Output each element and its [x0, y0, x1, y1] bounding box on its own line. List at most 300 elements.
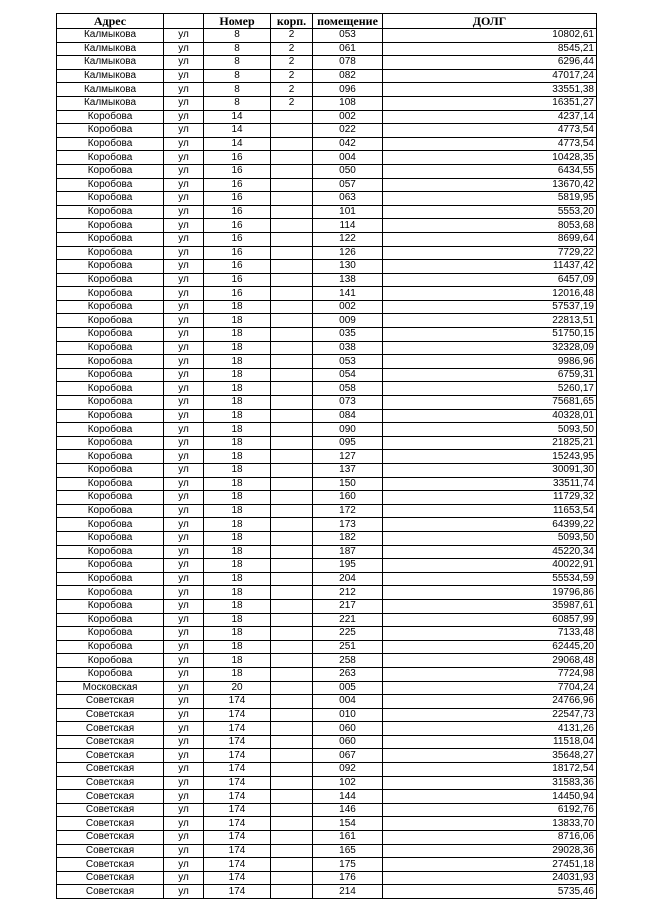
cell-premises: 057 [313, 178, 383, 192]
cell-number: 18 [204, 477, 271, 491]
cell-debt: 29068,48 [383, 654, 597, 668]
cell-number: 174 [204, 749, 271, 763]
cell-address: Советская [57, 776, 164, 790]
cell-premises: 090 [313, 423, 383, 437]
cell-number: 18 [204, 586, 271, 600]
cell-address: Коробова [57, 355, 164, 369]
cell-premises: 060 [313, 735, 383, 749]
cell-number: 174 [204, 831, 271, 845]
cell-number: 174 [204, 776, 271, 790]
cell-premises: 053 [313, 29, 383, 43]
cell-building [271, 300, 313, 314]
cell-street-type: ул [164, 273, 204, 287]
cell-number: 18 [204, 341, 271, 355]
table-row [57, 328, 597, 342]
cell-number: 174 [204, 695, 271, 709]
cell-debt: 47017,24 [383, 69, 597, 83]
cell-building [271, 205, 313, 219]
cell-address: Коробова [57, 518, 164, 532]
cell-street-type: ул [164, 844, 204, 858]
cell-building [271, 518, 313, 532]
cell-debt: 11437,42 [383, 260, 597, 274]
cell-debt: 10802,61 [383, 29, 597, 43]
cell-address: Советская [57, 695, 164, 709]
cell-premises: 225 [313, 627, 383, 641]
cell-street-type: ул [164, 382, 204, 396]
cell-premises: 053 [313, 355, 383, 369]
cell-street-type: ул [164, 885, 204, 899]
cell-street-type: ул [164, 559, 204, 573]
table-row [57, 817, 597, 831]
cell-address: Коробова [57, 491, 164, 505]
cell-street-type: ул [164, 137, 204, 151]
table-row [57, 423, 597, 437]
cell-premises: 161 [313, 831, 383, 845]
table-row [57, 844, 597, 858]
cell-building [271, 735, 313, 749]
cell-address: Советская [57, 735, 164, 749]
cell-debt: 4131,26 [383, 722, 597, 736]
cell-debt: 18172,54 [383, 763, 597, 777]
cell-street-type: ул [164, 192, 204, 206]
table-row [57, 260, 597, 274]
cell-street-type: ул [164, 300, 204, 314]
cell-number: 18 [204, 667, 271, 681]
cell-debt: 57537,19 [383, 300, 597, 314]
cell-debt: 31583,36 [383, 776, 597, 790]
cell-building [271, 110, 313, 124]
cell-street-type: ул [164, 586, 204, 600]
cell-address: Московская [57, 681, 164, 695]
table-row [57, 69, 597, 83]
cell-address: Коробова [57, 667, 164, 681]
table-row [57, 341, 597, 355]
cell-premises: 010 [313, 708, 383, 722]
cell-street-type: ул [164, 69, 204, 83]
header-address: Адрес [57, 14, 164, 29]
cell-building [271, 246, 313, 260]
cell-number: 18 [204, 599, 271, 613]
cell-address: Коробова [57, 273, 164, 287]
cell-street-type: ул [164, 164, 204, 178]
cell-debt: 8716,06 [383, 831, 597, 845]
table-row [57, 627, 597, 641]
cell-debt: 64399,22 [383, 518, 597, 532]
cell-street-type: ул [164, 423, 204, 437]
cell-street-type: ул [164, 817, 204, 831]
cell-premises: 212 [313, 586, 383, 600]
cell-number: 18 [204, 545, 271, 559]
header-debt: ДОЛГ [383, 14, 597, 29]
header-building: корп. [271, 14, 313, 29]
cell-debt: 6296,44 [383, 56, 597, 70]
cell-debt: 32328,09 [383, 341, 597, 355]
cell-street-type: ул [164, 450, 204, 464]
header-premises: помещение [313, 14, 383, 29]
cell-address: Коробова [57, 260, 164, 274]
cell-building [271, 763, 313, 777]
cell-building [271, 164, 313, 178]
cell-debt: 6759,31 [383, 368, 597, 382]
cell-debt: 29028,36 [383, 844, 597, 858]
table-row [57, 654, 597, 668]
cell-street-type: ул [164, 260, 204, 274]
cell-address: Калмыкова [57, 42, 164, 56]
cell-number: 16 [204, 287, 271, 301]
cell-address: Коробова [57, 178, 164, 192]
cell-street-type: ул [164, 491, 204, 505]
cell-debt: 75681,65 [383, 396, 597, 410]
cell-number: 18 [204, 518, 271, 532]
table-row [57, 599, 597, 613]
cell-street-type: ул [164, 368, 204, 382]
cell-debt: 62445,20 [383, 640, 597, 654]
cell-address: Советская [57, 885, 164, 899]
cell-number: 18 [204, 300, 271, 314]
cell-premises: 214 [313, 885, 383, 899]
cell-building [271, 531, 313, 545]
cell-building [271, 844, 313, 858]
table-row [57, 56, 597, 70]
cell-premises: 092 [313, 763, 383, 777]
table-row [57, 436, 597, 450]
cell-street-type: ул [164, 749, 204, 763]
cell-premises: 095 [313, 436, 383, 450]
cell-debt: 22813,51 [383, 314, 597, 328]
cell-number: 8 [204, 42, 271, 56]
table-row [57, 871, 597, 885]
cell-street-type: ул [164, 477, 204, 491]
table-row [57, 110, 597, 124]
cell-premises: 144 [313, 790, 383, 804]
cell-address: Коробова [57, 232, 164, 246]
cell-street-type: ул [164, 504, 204, 518]
table-row [57, 124, 597, 138]
debt-table [56, 13, 597, 899]
cell-number: 16 [204, 246, 271, 260]
cell-street-type: ул [164, 722, 204, 736]
cell-debt: 6192,76 [383, 803, 597, 817]
cell-street-type: ул [164, 708, 204, 722]
cell-building: 2 [271, 83, 313, 97]
cell-number: 16 [204, 260, 271, 274]
cell-street-type: ул [164, 83, 204, 97]
cell-number: 16 [204, 205, 271, 219]
cell-building [271, 192, 313, 206]
cell-debt: 5093,50 [383, 531, 597, 545]
cell-debt: 11729,32 [383, 491, 597, 505]
cell-address: Коробова [57, 559, 164, 573]
cell-debt: 8053,68 [383, 219, 597, 233]
cell-debt: 45220,34 [383, 545, 597, 559]
cell-premises: 126 [313, 246, 383, 260]
header-number: Номер [204, 14, 271, 29]
cell-address: Коробова [57, 531, 164, 545]
cell-street-type: ул [164, 858, 204, 872]
cell-premises: 078 [313, 56, 383, 70]
table-row [57, 531, 597, 545]
cell-number: 16 [204, 219, 271, 233]
cell-premises: 009 [313, 314, 383, 328]
cell-debt: 13833,70 [383, 817, 597, 831]
table-row [57, 314, 597, 328]
cell-street-type: ул [164, 640, 204, 654]
cell-building [271, 232, 313, 246]
cell-premises: 138 [313, 273, 383, 287]
cell-premises: 258 [313, 654, 383, 668]
cell-address: Коробова [57, 599, 164, 613]
cell-debt: 7724,98 [383, 667, 597, 681]
cell-building [271, 504, 313, 518]
table-row [57, 151, 597, 165]
cell-address: Коробова [57, 586, 164, 600]
cell-number: 174 [204, 871, 271, 885]
cell-premises: 154 [313, 817, 383, 831]
cell-debt: 9986,96 [383, 355, 597, 369]
cell-premises: 108 [313, 96, 383, 110]
cell-number: 18 [204, 328, 271, 342]
table-row [57, 763, 597, 777]
cell-street-type: ул [164, 572, 204, 586]
cell-building [271, 654, 313, 668]
table-row [57, 368, 597, 382]
table-row [57, 477, 597, 491]
cell-address: Коробова [57, 287, 164, 301]
cell-building [271, 287, 313, 301]
cell-debt: 4773,54 [383, 124, 597, 138]
table-row [57, 300, 597, 314]
cell-building [271, 314, 313, 328]
cell-number: 18 [204, 436, 271, 450]
cell-street-type: ул [164, 735, 204, 749]
cell-address: Коробова [57, 341, 164, 355]
cell-premises: 127 [313, 450, 383, 464]
cell-address: Калмыкова [57, 29, 164, 43]
cell-address: Коробова [57, 477, 164, 491]
cell-number: 174 [204, 858, 271, 872]
cell-number: 18 [204, 559, 271, 573]
cell-debt: 5819,95 [383, 192, 597, 206]
cell-number: 18 [204, 627, 271, 641]
cell-number: 18 [204, 504, 271, 518]
cell-premises: 263 [313, 667, 383, 681]
cell-debt: 19796,86 [383, 586, 597, 600]
cell-building [271, 151, 313, 165]
cell-address: Советская [57, 817, 164, 831]
cell-debt: 16351,27 [383, 96, 597, 110]
cell-debt: 55534,59 [383, 572, 597, 586]
table-row [57, 667, 597, 681]
cell-debt: 35648,27 [383, 749, 597, 763]
cell-number: 18 [204, 450, 271, 464]
cell-building: 2 [271, 56, 313, 70]
cell-building: 2 [271, 42, 313, 56]
cell-address: Коробова [57, 409, 164, 423]
table-row [57, 681, 597, 695]
cell-debt: 24031,93 [383, 871, 597, 885]
cell-address: Коробова [57, 110, 164, 124]
cell-address: Коробова [57, 368, 164, 382]
cell-debt: 14450,94 [383, 790, 597, 804]
cell-premises: 060 [313, 722, 383, 736]
cell-premises: 251 [313, 640, 383, 654]
cell-street-type: ул [164, 763, 204, 777]
cell-premises: 005 [313, 681, 383, 695]
cell-building [271, 708, 313, 722]
cell-premises: 176 [313, 871, 383, 885]
table-row [57, 722, 597, 736]
cell-building [271, 219, 313, 233]
cell-address: Советская [57, 858, 164, 872]
cell-debt: 15243,95 [383, 450, 597, 464]
cell-premises: 058 [313, 382, 383, 396]
cell-street-type: ул [164, 531, 204, 545]
cell-street-type: ул [164, 518, 204, 532]
cell-building [271, 382, 313, 396]
cell-address: Коробова [57, 246, 164, 260]
table-row [57, 491, 597, 505]
cell-building [271, 722, 313, 736]
cell-debt: 27451,18 [383, 858, 597, 872]
cell-street-type: ул [164, 831, 204, 845]
header-row [57, 14, 597, 29]
cell-building [271, 491, 313, 505]
cell-street-type: ул [164, 776, 204, 790]
cell-number: 18 [204, 409, 271, 423]
cell-building [271, 137, 313, 151]
cell-building [271, 273, 313, 287]
cell-building [271, 803, 313, 817]
cell-number: 8 [204, 83, 271, 97]
cell-debt: 10428,35 [383, 151, 597, 165]
cell-number: 18 [204, 613, 271, 627]
cell-building [271, 817, 313, 831]
cell-premises: 141 [313, 287, 383, 301]
cell-address: Коробова [57, 572, 164, 586]
cell-premises: 102 [313, 776, 383, 790]
cell-premises: 073 [313, 396, 383, 410]
cell-street-type: ул [164, 124, 204, 138]
table-row [57, 831, 597, 845]
cell-address: Советская [57, 763, 164, 777]
cell-building: 2 [271, 96, 313, 110]
cell-debt: 6434,55 [383, 164, 597, 178]
cell-building [271, 423, 313, 437]
cell-number: 8 [204, 69, 271, 83]
cell-address: Советская [57, 831, 164, 845]
cell-premises: 096 [313, 83, 383, 97]
table-row [57, 464, 597, 478]
cell-address: Коробова [57, 382, 164, 396]
cell-building [271, 640, 313, 654]
cell-debt: 11653,54 [383, 504, 597, 518]
cell-building [271, 776, 313, 790]
cell-debt: 60857,99 [383, 613, 597, 627]
table-row [57, 858, 597, 872]
cell-street-type: ул [164, 545, 204, 559]
cell-debt: 8699,64 [383, 232, 597, 246]
cell-street-type: ул [164, 246, 204, 260]
table-row [57, 205, 597, 219]
cell-street-type: ул [164, 409, 204, 423]
cell-street-type: ул [164, 110, 204, 124]
cell-street-type: ул [164, 341, 204, 355]
cell-premises: 035 [313, 328, 383, 342]
cell-street-type: ул [164, 151, 204, 165]
cell-address: Коробова [57, 137, 164, 151]
cell-building [271, 749, 313, 763]
cell-debt: 21825,21 [383, 436, 597, 450]
cell-address: Коробова [57, 151, 164, 165]
cell-number: 16 [204, 164, 271, 178]
cell-debt: 40022,91 [383, 559, 597, 573]
cell-building [271, 368, 313, 382]
table-row [57, 83, 597, 97]
cell-address: Коробова [57, 627, 164, 641]
table-row [57, 137, 597, 151]
cell-address: Коробова [57, 124, 164, 138]
cell-number: 14 [204, 124, 271, 138]
cell-premises: 217 [313, 599, 383, 613]
cell-number: 20 [204, 681, 271, 695]
cell-premises: 204 [313, 572, 383, 586]
cell-debt: 6457,09 [383, 273, 597, 287]
cell-debt: 5260,17 [383, 382, 597, 396]
cell-street-type: ул [164, 627, 204, 641]
header-street-type [164, 14, 204, 29]
cell-number: 174 [204, 763, 271, 777]
cell-address: Коробова [57, 640, 164, 654]
table-row [57, 749, 597, 763]
cell-number: 18 [204, 491, 271, 505]
cell-building [271, 409, 313, 423]
table-row [57, 803, 597, 817]
cell-debt: 33551,38 [383, 83, 597, 97]
cell-debt: 4773,54 [383, 137, 597, 151]
cell-debt: 40328,01 [383, 409, 597, 423]
cell-debt: 33511,74 [383, 477, 597, 491]
cell-address: Коробова [57, 164, 164, 178]
cell-premises: 146 [313, 803, 383, 817]
table-row [57, 246, 597, 260]
cell-number: 16 [204, 273, 271, 287]
cell-premises: 172 [313, 504, 383, 518]
cell-debt: 5553,20 [383, 205, 597, 219]
cell-number: 18 [204, 464, 271, 478]
cell-address: Калмыкова [57, 56, 164, 70]
table-row [57, 790, 597, 804]
cell-street-type: ул [164, 871, 204, 885]
cell-debt: 51750,15 [383, 328, 597, 342]
cell-address: Коробова [57, 396, 164, 410]
cell-address: Коробова [57, 192, 164, 206]
table-row [57, 96, 597, 110]
cell-number: 174 [204, 817, 271, 831]
cell-building [271, 681, 313, 695]
cell-premises: 002 [313, 300, 383, 314]
cell-building [271, 858, 313, 872]
cell-building [271, 355, 313, 369]
cell-premises: 022 [313, 124, 383, 138]
table-row [57, 409, 597, 423]
cell-building [271, 572, 313, 586]
cell-building [271, 545, 313, 559]
cell-premises: 054 [313, 368, 383, 382]
cell-premises: 050 [313, 164, 383, 178]
cell-building [271, 559, 313, 573]
cell-premises: 137 [313, 464, 383, 478]
cell-debt: 30091,30 [383, 464, 597, 478]
